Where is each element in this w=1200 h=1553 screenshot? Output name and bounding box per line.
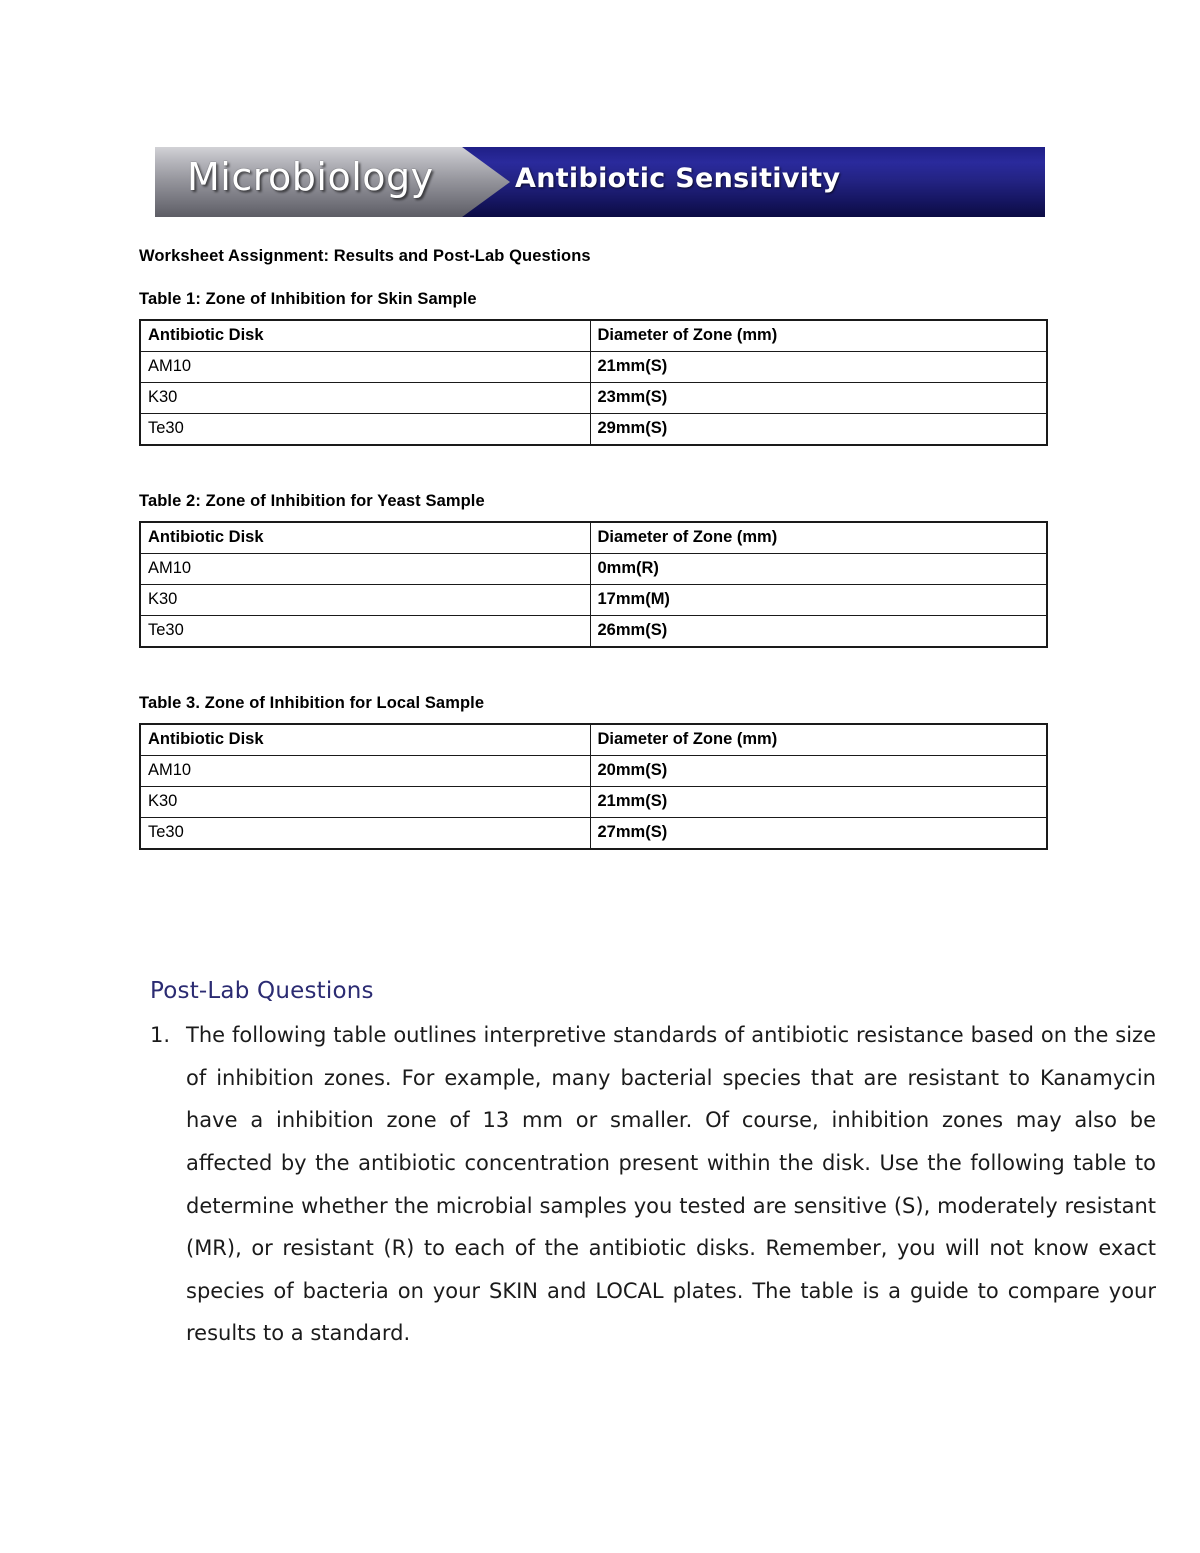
table-header-row [140, 724, 1047, 756]
column-header-diameter-of-zone: Diameter of Zone (mm) [590, 320, 1047, 352]
cell-antibiotic-disk: Te30 [140, 818, 590, 850]
table-row [140, 818, 1047, 850]
table-3-caption: Table 3. Zone of Inhibition for Local Sample [139, 694, 485, 712]
zone-of-inhibition-table-3 [139, 723, 1048, 850]
cell-antibiotic-disk: Te30 [140, 414, 590, 446]
table-row [140, 787, 1047, 818]
cell-antibiotic-disk: AM10 [140, 756, 590, 787]
table-header-row [140, 522, 1047, 554]
column-header-antibiotic-disk: Antibiotic Disk [140, 724, 590, 756]
table-row [140, 554, 1047, 585]
banner-title: Microbiology [187, 155, 434, 199]
document-body [139, 247, 1049, 850]
banner-subtitle: Antibiotic Sensitivity [515, 163, 841, 194]
table-header-row [140, 320, 1047, 352]
table-2-caption: Table 2: Zone of Inhibition for Yeast Sample [139, 492, 485, 510]
column-header-antibiotic-disk: Antibiotic Disk [140, 320, 590, 352]
table-1-caption: Table 1: Zone of Inhibition for Skin Sample [139, 290, 477, 308]
cell-diameter-of-zone: 0mm(R) [590, 554, 1047, 585]
table-row [140, 585, 1047, 616]
cell-antibiotic-disk: AM10 [140, 352, 590, 383]
column-header-diameter-of-zone: Diameter of Zone (mm) [590, 724, 1047, 756]
zone-of-inhibition-table-1 [139, 319, 1048, 446]
cell-diameter-of-zone: 21mm(S) [590, 787, 1047, 818]
table-spacer [139, 446, 1049, 492]
post-lab-question-list [150, 1014, 1160, 1355]
cell-diameter-of-zone: 26mm(S) [590, 616, 1047, 648]
worksheet-assignment-heading: Worksheet Assignment: Results and Post-Lab Questions [139, 247, 591, 265]
post-lab-questions-heading: Post-Lab Questions [150, 978, 374, 1004]
table-spacer [139, 648, 1049, 694]
table-row [140, 383, 1047, 414]
cell-antibiotic-disk: Te30 [140, 616, 590, 648]
cell-diameter-of-zone: 17mm(M) [590, 585, 1047, 616]
list-item: The following table outlines interpretive standards of antibiotic resistance based on the size of inhibition zones. For example, many bacterial species that are resistant to Kanamycin have a inhibition zone of 13 mm or smaller. Of course, inhibition zones may also be affected by the antibiotic concentration present within the disk. Use the following table to determine whether the microbial samples you tested are sensitive (S), moderately resistant (MR), or resistant (R) to each of the antibiotic disks. Remember, you will not know exact species of bacteria on your SKIN and LOCAL plates. The table is a guide to compare your results to a standard. [186, 1023, 1156, 1346]
zone-of-inhibition-table-2 [139, 521, 1048, 648]
table-row [140, 414, 1047, 446]
cell-antibiotic-disk: AM10 [140, 554, 590, 585]
cell-diameter-of-zone: 27mm(S) [590, 818, 1047, 850]
cell-diameter-of-zone: 23mm(S) [590, 383, 1047, 414]
cell-diameter-of-zone: 20mm(S) [590, 756, 1047, 787]
column-header-antibiotic-disk: Antibiotic Disk [140, 522, 590, 554]
cell-diameter-of-zone: 21mm(S) [590, 352, 1047, 383]
table-row [140, 616, 1047, 648]
cell-diameter-of-zone: 29mm(S) [590, 414, 1047, 446]
post-lab-section [150, 978, 1160, 1355]
page-banner [155, 147, 1045, 217]
table-row [140, 352, 1047, 383]
table-row [140, 756, 1047, 787]
cell-antibiotic-disk: K30 [140, 383, 590, 414]
cell-antibiotic-disk: K30 [140, 585, 590, 616]
column-header-diameter-of-zone: Diameter of Zone (mm) [590, 522, 1047, 554]
cell-antibiotic-disk: K30 [140, 787, 590, 818]
